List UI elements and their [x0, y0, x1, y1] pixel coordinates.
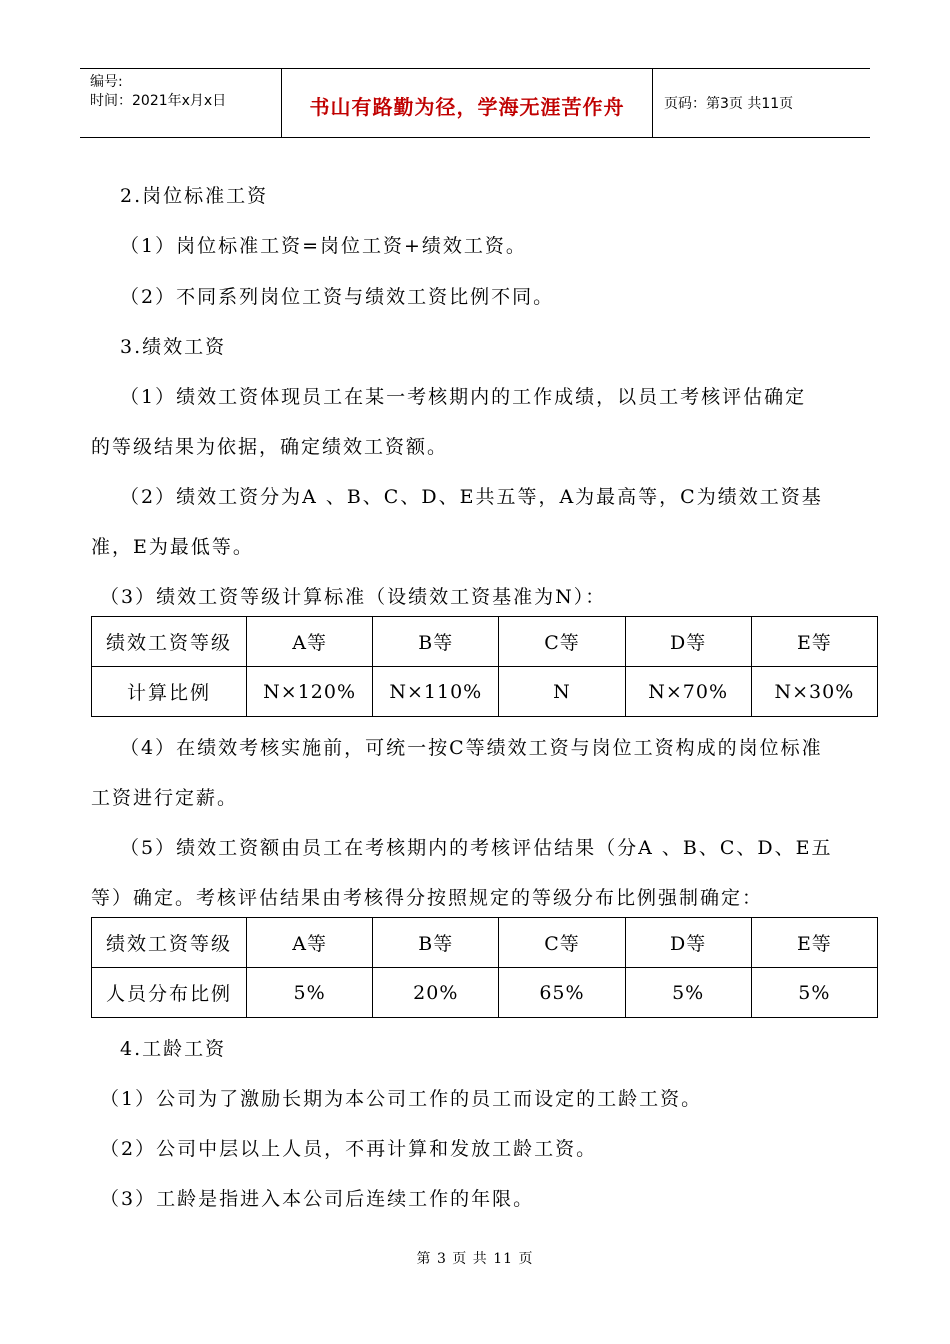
table-cell: N×30%	[751, 667, 877, 717]
table-cell: N×70%	[625, 667, 751, 717]
table-cell: D等	[625, 617, 751, 667]
grade-distribution-table	[91, 917, 878, 1018]
page-footer: 第 3 页 共 11 页	[416, 1251, 534, 1267]
table-row	[92, 968, 878, 1018]
paragraph: （3）绩效工资等级计算标准（设绩效工资基准为N）：	[100, 586, 607, 608]
paragraph: （2）不同系列岗位工资与绩效工资比例不同。	[120, 286, 555, 308]
paragraph-continuation: 工资进行定薪。	[91, 787, 239, 809]
table-cell: A等	[247, 617, 373, 667]
table-cell: C等	[499, 617, 625, 667]
section-heading: 4.工龄工资	[120, 1038, 227, 1060]
table-cell: E等	[751, 617, 877, 667]
paragraph: （2）公司中层以上人员，不再计算和发放工龄工资。	[100, 1138, 598, 1160]
header-meta	[90, 73, 226, 111]
header-motto: 书山有路勤为径，学海无涯苦作舟	[309, 95, 625, 119]
table-cell: 5%	[247, 968, 373, 1018]
paragraph: （4）在绩效考核实施前，可统一按C等绩效工资与岗位工资构成的岗位标准	[120, 737, 823, 759]
section-heading: 2.岗位标准工资	[120, 185, 269, 207]
paragraph-continuation: 等）确定。考核评估结果由考核得分按照规定的等级分布比例强制确定：	[91, 887, 764, 909]
table-cell: A等	[247, 918, 373, 968]
table-header-row	[92, 617, 878, 667]
header-divider	[652, 69, 653, 137]
table-row	[92, 667, 878, 717]
paragraph: （1）绩效工资体现员工在某一考核期内的工作成绩，以员工考核评估确定	[120, 386, 807, 408]
table-cell: N×120%	[247, 667, 373, 717]
document-number: 编号:	[90, 74, 123, 90]
table-cell: 20%	[373, 968, 499, 1018]
table-cell: N	[499, 667, 625, 717]
table-cell: 5%	[751, 968, 877, 1018]
paragraph-continuation: 准，E为最低等。	[91, 536, 254, 558]
table-header-row	[92, 918, 878, 968]
table-cell: 65%	[499, 968, 625, 1018]
table-cell: 计算比例	[92, 667, 247, 717]
table-cell: D等	[625, 918, 751, 968]
table-cell: N×110%	[373, 667, 499, 717]
table-cell: B等	[373, 617, 499, 667]
table-cell: 人员分布比例	[92, 968, 247, 1018]
paragraph: （2）绩效工资分为A 、B、C、D、E共五等，A为最高等，C为绩效工资基	[120, 486, 823, 508]
table-cell: 绩效工资等级	[92, 918, 247, 968]
paragraph: （1）公司为了激励长期为本公司工作的员工而设定的工龄工资。	[100, 1088, 703, 1110]
page-header	[80, 68, 870, 138]
table-cell: 5%	[625, 968, 751, 1018]
paragraph: （3）工龄是指进入本公司后连续工作的年限。	[100, 1188, 535, 1210]
section-heading: 3.绩效工资	[120, 336, 227, 358]
table-cell: C等	[499, 918, 625, 968]
grade-calculation-table	[91, 616, 878, 717]
table-cell: E等	[751, 918, 877, 968]
table-cell: B等	[373, 918, 499, 968]
paragraph-continuation: 的等级结果为依据，确定绩效工资额。	[91, 436, 449, 458]
paragraph: （5）绩效工资额由员工在考核期内的考核评估结果（分A 、B、C、D、E五	[120, 837, 833, 859]
table-cell: 绩效工资等级	[92, 617, 247, 667]
paragraph: （1）岗位标准工资=岗位工资+绩效工资。	[120, 235, 527, 257]
document-time: 时间：2021年x月x日	[90, 93, 227, 109]
header-page-number: 页码：第3页 共11页	[664, 96, 794, 112]
